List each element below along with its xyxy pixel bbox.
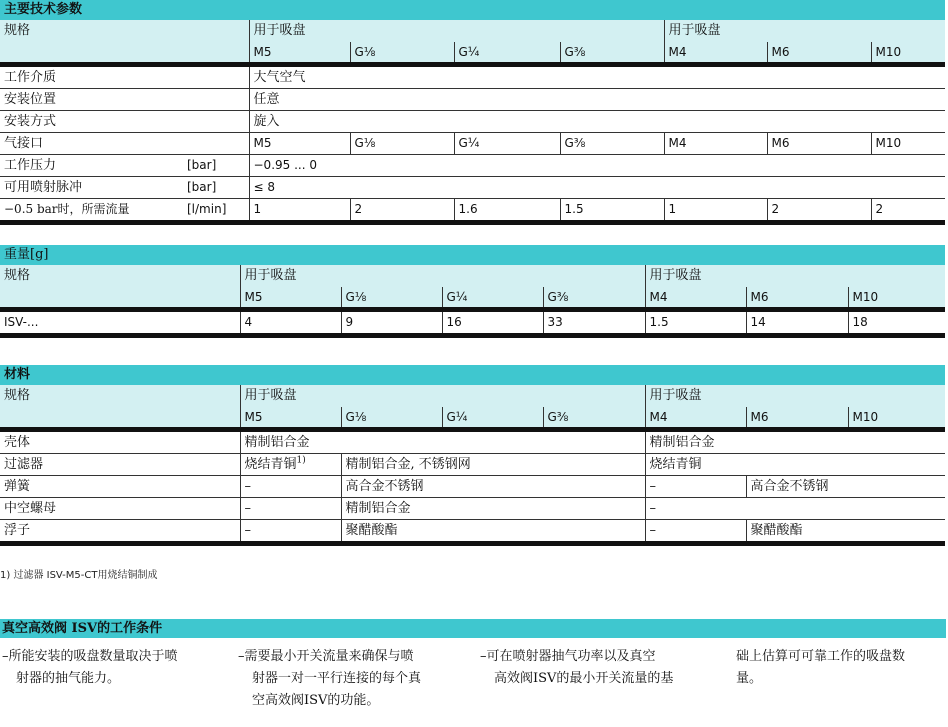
table-cell: 9 bbox=[341, 310, 442, 336]
condition-item bbox=[736, 646, 946, 690]
table-cell: M10 bbox=[871, 133, 945, 155]
row-label: 浮子 bbox=[0, 520, 240, 544]
row-label: −0.5 bar时，所需流量 bbox=[0, 199, 183, 223]
spec-size-header: M10 bbox=[871, 42, 945, 65]
weight-size-header: M10 bbox=[848, 287, 945, 310]
row-label: 气接口 bbox=[0, 133, 183, 155]
table-row bbox=[0, 520, 945, 544]
table-cell: – bbox=[645, 520, 746, 544]
table-cell: G¼ bbox=[454, 133, 560, 155]
weight-spec-label: 规格 bbox=[0, 265, 240, 310]
row-value: 大气空气 bbox=[249, 65, 945, 89]
table-cell: 4 bbox=[240, 310, 341, 336]
table-row bbox=[0, 155, 945, 177]
spec-size-header: M6 bbox=[767, 42, 871, 65]
table-cell: 33 bbox=[543, 310, 645, 336]
row-value: 任意 bbox=[249, 89, 945, 111]
table-cell: 聚醋酸酯 bbox=[341, 520, 645, 544]
row-label: 安装方式 bbox=[0, 111, 183, 133]
spec-size-header: M5 bbox=[249, 42, 350, 65]
footnote: 1) 过滤器 ISV-M5-CT用烧结铜制成 bbox=[0, 570, 158, 581]
table-cell: 烧结青铜 bbox=[645, 454, 945, 476]
row-value: −0.95 ... 0 bbox=[249, 155, 945, 177]
row-unit: [bar] bbox=[183, 177, 249, 199]
condition-text: –需要最小开关流量来确保与喷 bbox=[238, 649, 414, 664]
row-unit: [l/min] bbox=[183, 199, 249, 223]
condition-text: –所能安装的吸盘数量取决于喷 bbox=[2, 649, 178, 664]
spec-size-header: G¼ bbox=[454, 42, 560, 65]
table-cell: M5 bbox=[249, 133, 350, 155]
table-cell: 2 bbox=[871, 199, 945, 223]
material-size-header: M10 bbox=[848, 407, 945, 430]
table-cell: M4 bbox=[664, 133, 767, 155]
material-size-header: M6 bbox=[746, 407, 848, 430]
weight-title: 重量[g] bbox=[0, 245, 945, 265]
table-cell: 14 bbox=[746, 310, 848, 336]
table-cell: 聚醋酸酯 bbox=[746, 520, 945, 544]
condition-item bbox=[480, 646, 720, 690]
table-cell: 1.6 bbox=[454, 199, 560, 223]
row-label: 中空螺母 bbox=[0, 498, 240, 520]
spec-label: 规格 bbox=[0, 20, 249, 65]
spec-table bbox=[0, 0, 945, 225]
table-cell: 1 bbox=[249, 199, 350, 223]
row-label: 工作介质 bbox=[0, 65, 183, 89]
weight-size-header: M5 bbox=[240, 287, 341, 310]
table-row bbox=[0, 430, 945, 454]
weight-size-header: M4 bbox=[645, 287, 746, 310]
condition-text: 射器的抽气能力。 bbox=[16, 671, 121, 686]
weight-size-header: G⅛ bbox=[341, 287, 442, 310]
row-unit bbox=[183, 89, 249, 111]
row-unit bbox=[183, 133, 249, 155]
table-cell: 1.5 bbox=[560, 199, 664, 223]
condition-item bbox=[238, 646, 474, 712]
material-spec-label: 规格 bbox=[0, 385, 240, 430]
condition-text: 空高效阀ISV的功能。 bbox=[252, 693, 380, 708]
condition-text: 射器一对一平行连接的每个真 bbox=[252, 671, 422, 686]
table-row bbox=[0, 177, 945, 199]
spec-group-a: 用于吸盘 bbox=[249, 20, 664, 42]
table-cell: 精制铝合金 bbox=[645, 430, 945, 454]
spec-title: 主要技术参数 bbox=[0, 0, 945, 20]
table-cell: 精制铝合金 bbox=[240, 430, 645, 454]
table-row bbox=[0, 133, 945, 155]
row-value: ≤ 8 bbox=[249, 177, 945, 199]
weight-size-header: G⅜ bbox=[543, 287, 645, 310]
table-cell: 精制铝合金, 不锈钢网 bbox=[341, 454, 645, 476]
condition-text: 础上估算可可靠工作的吸盘数 bbox=[736, 649, 906, 664]
spec-size-header: G⅜ bbox=[560, 42, 664, 65]
table-cell: 1.5 bbox=[645, 310, 746, 336]
row-label: ISV-... bbox=[0, 310, 240, 336]
table-row bbox=[0, 89, 945, 111]
spec-group-b: 用于吸盘 bbox=[664, 20, 945, 42]
table-cell: – bbox=[240, 520, 341, 544]
table-cell: – bbox=[645, 476, 746, 498]
table-cell: G⅜ bbox=[560, 133, 664, 155]
row-unit bbox=[183, 65, 249, 89]
table-row bbox=[0, 454, 945, 476]
material-size-header: G¼ bbox=[442, 407, 543, 430]
table-row bbox=[0, 498, 945, 520]
table-cell: G⅛ bbox=[350, 133, 454, 155]
material-size-header: G⅛ bbox=[341, 407, 442, 430]
table-cell: 精制铝合金 bbox=[341, 498, 645, 520]
row-label: 壳体 bbox=[0, 430, 240, 454]
material-group-a: 用于吸盘 bbox=[240, 385, 645, 407]
table-cell: M6 bbox=[767, 133, 871, 155]
table-cell: 16 bbox=[442, 310, 543, 336]
conditions-title: 真空高效阀 ISV的工作条件 bbox=[0, 619, 946, 638]
weight-size-header: G¼ bbox=[442, 287, 543, 310]
spec-size-header: G⅛ bbox=[350, 42, 454, 65]
material-size-header: M5 bbox=[240, 407, 341, 430]
material-group-b: 用于吸盘 bbox=[645, 385, 945, 407]
table-cell: – bbox=[645, 498, 945, 520]
table-cell bbox=[240, 454, 341, 476]
row-unit: [bar] bbox=[183, 155, 249, 177]
condition-text: –可在喷射器抽气功率以及真空 bbox=[480, 649, 656, 664]
material-size-header: G⅜ bbox=[543, 407, 645, 430]
table-cell: 2 bbox=[350, 199, 454, 223]
table-cell: 高合金不锈钢 bbox=[746, 476, 945, 498]
table-row bbox=[0, 476, 945, 498]
table-row bbox=[0, 310, 945, 336]
row-label: 可用喷射脉冲 bbox=[0, 177, 183, 199]
row-label: 过滤器 bbox=[0, 454, 240, 476]
table-cell: 2 bbox=[767, 199, 871, 223]
row-label: 弹簧 bbox=[0, 476, 240, 498]
table-row bbox=[0, 199, 945, 223]
row-value: 旋入 bbox=[249, 111, 945, 133]
weight-table bbox=[0, 245, 945, 338]
weight-group-a: 用于吸盘 bbox=[240, 265, 645, 287]
condition-item bbox=[2, 646, 232, 690]
table-cell: – bbox=[240, 476, 341, 498]
weight-size-header: M6 bbox=[746, 287, 848, 310]
table-cell: 高合金不锈钢 bbox=[341, 476, 645, 498]
material-table bbox=[0, 365, 945, 546]
row-label: 工作压力 bbox=[0, 155, 183, 177]
row-label: 安装位置 bbox=[0, 89, 183, 111]
spec-size-header: M4 bbox=[664, 42, 767, 65]
table-row bbox=[0, 111, 945, 133]
filter-m5-text: 烧结青铜 bbox=[244, 457, 297, 472]
table-cell: 1 bbox=[664, 199, 767, 223]
table-row bbox=[0, 65, 945, 89]
row-unit bbox=[183, 111, 249, 133]
condition-text: 量。 bbox=[736, 671, 763, 686]
condition-text: 高效阀ISV的最小开关流量的基 bbox=[494, 671, 674, 686]
material-title: 材料 bbox=[0, 365, 945, 385]
table-cell: 18 bbox=[848, 310, 945, 336]
footnote-marker: 1) bbox=[296, 455, 306, 466]
table-cell: – bbox=[240, 498, 341, 520]
weight-group-b: 用于吸盘 bbox=[645, 265, 945, 287]
material-size-header: M4 bbox=[645, 407, 746, 430]
